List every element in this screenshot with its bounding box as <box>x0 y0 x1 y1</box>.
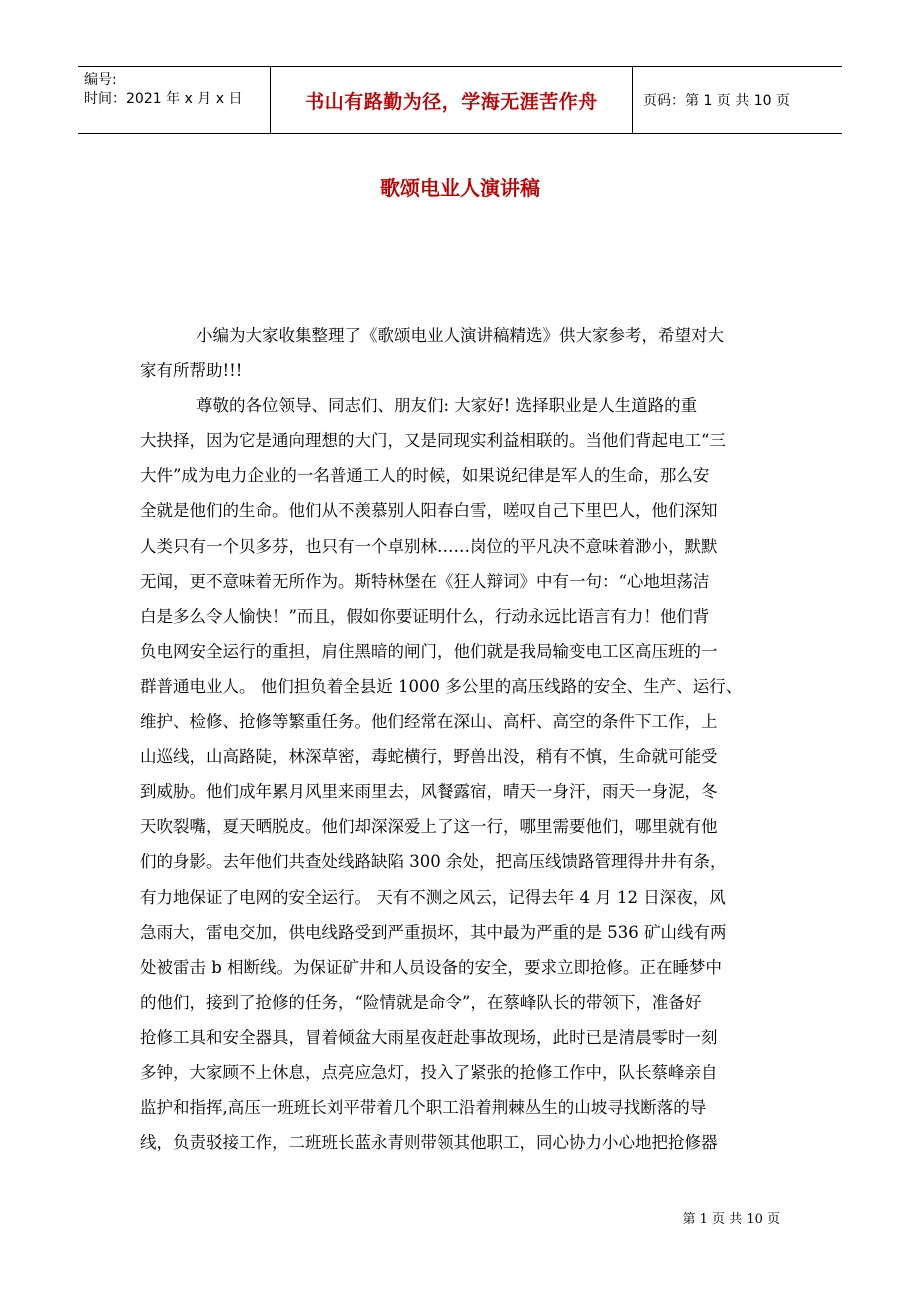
body-line: 白是多么令人愉快！”而且，假如你要证明什么，行动永远比语言有力！他们背 <box>140 606 710 626</box>
body-line: 有力地保证了电网的安全运行。 天有不测之风云，记得去年 4 月 12 日深夜，风 <box>140 887 726 907</box>
header-page-label: 页码：第 1 页 共 10 页 <box>643 93 790 109</box>
body-line: 家有所帮助!!! <box>140 361 243 381</box>
time-label: 时间：2021 年 x 月 x 日 <box>84 91 243 107</box>
body-line: 多钟，大家顾不上休息，点亮应急灯，投入了紧张的抢修工作中，队长蔡峰亲自 <box>140 1062 718 1082</box>
document-body <box>140 318 788 1160</box>
body-line: 维护、检修、抢修等繁重任务。他们经常在深山、高杆、高空的条件下工作，上 <box>140 712 718 732</box>
body-line: 们的身影。去年他们共查处线路缺陷 300 余处，把高压线馈路管理得井井有条， <box>140 852 727 872</box>
header-motto: 书山有路勤为径，学海无涯苦作舟 <box>271 67 633 133</box>
body-line: 大抉择，因为它是通向理想的大门，又是同现实利益相联的。当他们背起电工“三 <box>140 431 726 451</box>
body-line: 负电网安全运行的重担，肩住黑暗的闸门，他们就是我局输变电工区高压班的一 <box>140 641 718 661</box>
header-meta <box>78 67 271 133</box>
number-label: 编号: <box>84 72 117 88</box>
document-title: 歌颂电业人演讲稿 <box>380 176 540 200</box>
body-line: 抢修工具和安全器具，冒着倾盆大雨星夜赶赴事故现场，此时已是清晨零时一刻 <box>140 1027 718 1047</box>
body-line: 监护和指挥,高压一班班长刘平带着几个职工沿着荆棘丛生的山坡寻找断落的导 <box>140 1098 707 1118</box>
body-line: 尊敬的各位领导、同志们、朋友们: 大家好! 选择职业是人生道路的重 <box>196 396 698 416</box>
body-line: 人类只有一个贝多芬，也只有一个卓别林……岗位的平凡决不意味着渺小，默默 <box>140 536 718 556</box>
body-line: 天吹裂嘴，夏天晒脱皮。他们却深深爱上了这一行，哪里需要他们，哪里就有他 <box>140 817 718 837</box>
body-line: 山巡线，山高路陡，林深草密，毒蛇横行，野兽出没，稍有不慎，生命就可能受 <box>140 747 718 767</box>
body-line: 无闻，更不意味着无所作为。斯特林堡在《狂人辩词》中有一句：“心地坦荡洁 <box>140 571 710 591</box>
page-header <box>78 66 842 134</box>
body-line: 的他们，接到了抢修的任务，“险情就是命令”，在蔡峰队长的带领下，准备好 <box>140 992 702 1012</box>
body-line: 线，负责驳接工作，二班班长蓝永青则带领其他职工，同心协力小心地把抢修器 <box>140 1133 718 1153</box>
body-line: 到威胁。他们成年累月风里来雨里去，风餐露宿，晴天一身汗，雨天一身泥，冬 <box>140 782 718 802</box>
body-line: 全就是他们的生命。他们从不羡慕别人阳春白雪，嗟叹自己下里巴人，他们深知 <box>140 501 718 521</box>
body-line: 小编为大家收集整理了《歌颂电业人演讲稿精选》供大家参考，希望对大 <box>196 326 724 345</box>
body-line: 大件”成为电力企业的一名普通工人的时候，如果说纪律是军人的生命，那么安 <box>140 466 710 486</box>
body-line: 处被雷击 b 相断线。为保证矿井和人员设备的安全，要求立即抢修。正在睡梦中 <box>140 957 723 977</box>
body-line: 急雨大，雷电交加，供电线路受到严重损坏，其中最为严重的是 536 矿山线有两 <box>140 922 727 942</box>
page-footer: 第 1 页 共 10 页 <box>682 1212 780 1227</box>
body-line: 群普通电业人。 他们担负着全县近 1000 多公里的高压线路的安全、生产、运行、 <box>140 676 743 696</box>
